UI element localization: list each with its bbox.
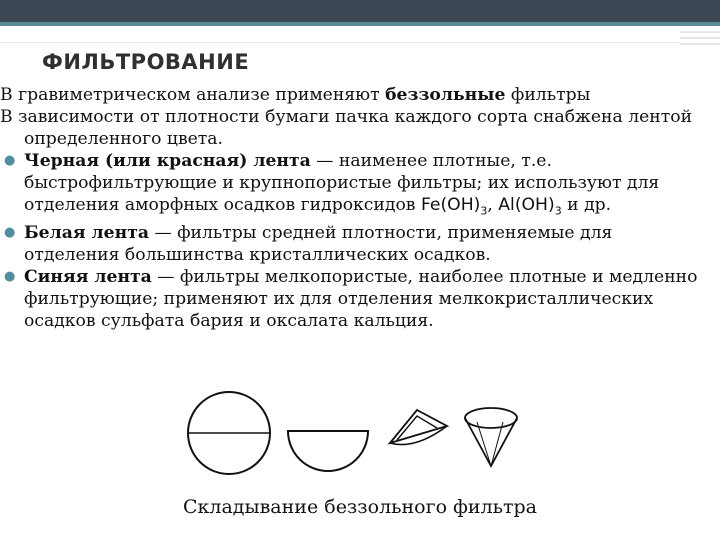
slide-title: ФИЛЬТРОВАНИЕ xyxy=(42,50,250,74)
intro-paragraph xyxy=(0,84,712,106)
bullet-dot: ● xyxy=(4,225,16,241)
bullet-title: Черная (или красная) лента xyxy=(24,151,311,171)
bullet-text: — фильтры мелкопористые, наиболее плотные и медленно фильтрующие; применяют их для отделения мелкокристаллических осадков сульфата бария и оксалата кальция. xyxy=(24,267,698,332)
bullet-black-ribbon xyxy=(0,150,712,222)
formula-iron-hydroxide xyxy=(420,195,488,218)
formula-subscript: 3 xyxy=(554,204,562,218)
intro-rest: фильтры xyxy=(505,85,591,105)
title-rule xyxy=(0,42,680,43)
bullet-dot: ● xyxy=(4,153,16,168)
bullet-title: Белая лента xyxy=(24,223,149,244)
formula-subscript: 3 xyxy=(480,204,488,218)
slide-body xyxy=(0,84,712,332)
intro-bold: беззольные xyxy=(385,85,506,105)
density-paragraph: В зависимости от плотности бумаги пачка каждого сорта снабжена лентой определенного цвета. xyxy=(0,107,693,149)
bullet-text: — фильтры средней плотности, применяемые для отделения большинства кристаллических осадков. xyxy=(24,223,613,266)
intro-text: В гравиметрическом анализе применяют xyxy=(0,85,386,105)
bullet-blue-ribbon xyxy=(0,266,712,332)
bullet-tail: и др. xyxy=(561,195,612,215)
filter-folding-figure xyxy=(185,388,530,478)
formula-text: Al(OH) xyxy=(498,195,555,215)
bullet-white-ribbon xyxy=(0,222,712,266)
formula-separator: , xyxy=(487,195,499,215)
top-accent-bar xyxy=(0,22,720,26)
bullet-text: — наименее плотные, т.е. быстрофильтрующие и крупнопористые фильтры; их используют для отделения аморфных осадков гидроксидов xyxy=(24,151,660,215)
formula-aluminium-hydroxide xyxy=(498,195,562,218)
top-bar xyxy=(0,0,720,22)
bullet-dot: ● xyxy=(4,269,16,285)
formula-text: Fe(OH) xyxy=(420,195,481,215)
figure-caption: Складывание беззольного фильтра xyxy=(182,496,537,518)
corner-rules xyxy=(680,24,720,52)
bullet-title: Синяя лента xyxy=(24,267,152,288)
